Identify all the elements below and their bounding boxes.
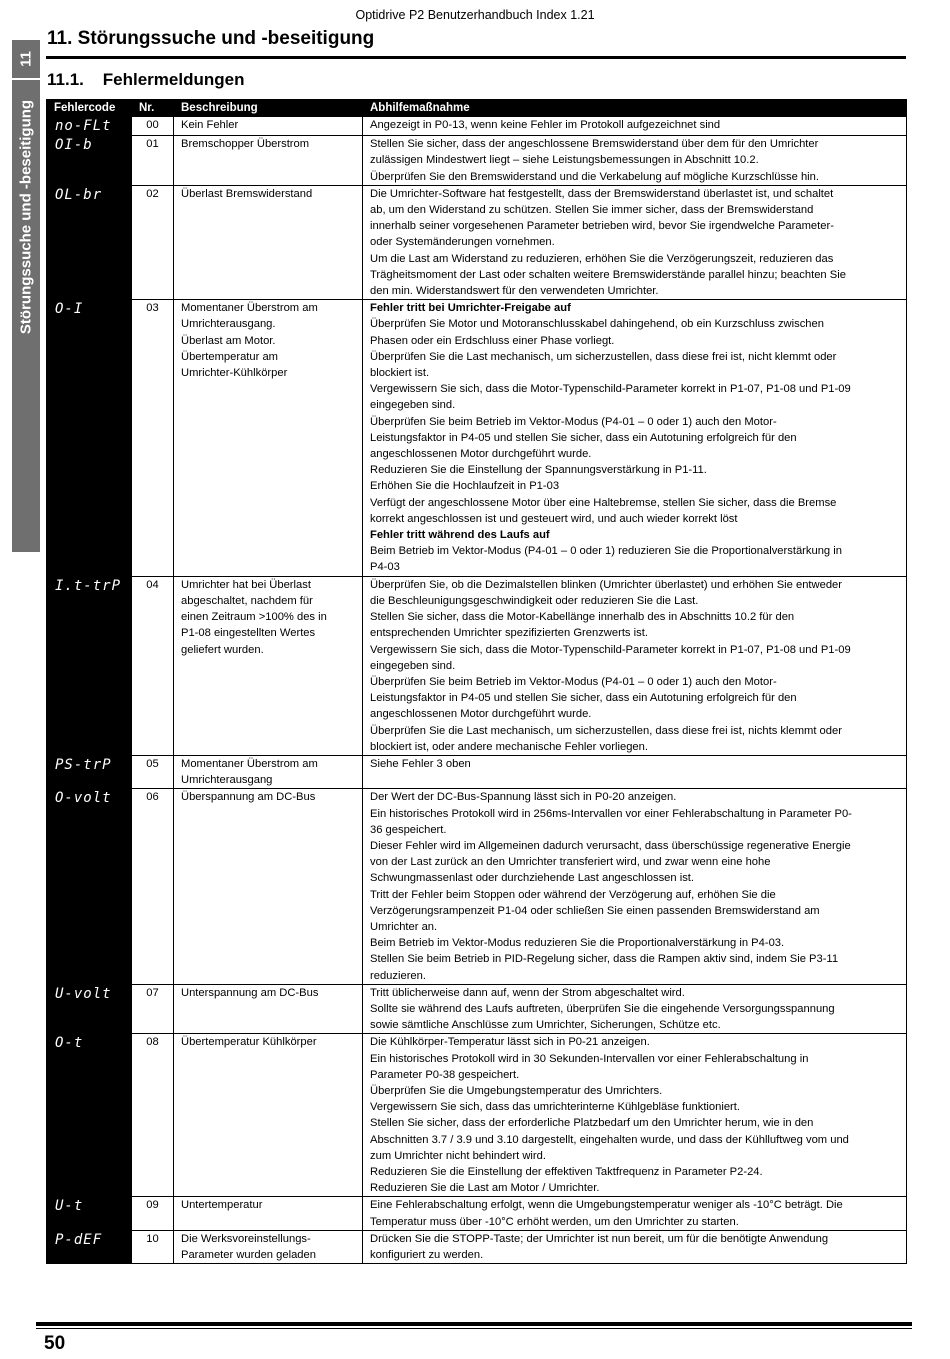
header-abhilfe: Abhilfemaßnahme xyxy=(363,100,907,117)
fault-remedy xyxy=(363,755,907,788)
fault-description xyxy=(174,1230,363,1263)
fault-code: O-I xyxy=(47,300,132,576)
remedy-line: Überprüfen Sie die Last mechanisch, um sicherzustellen, dass diese frei ist, nichts klemmt oder xyxy=(370,724,842,737)
table-row xyxy=(47,1230,907,1263)
remedy-line: den min. Widerstandswert für den verwendeten Umrichter. xyxy=(370,285,659,298)
remedy-line: Erhöhen Sie die Hochlaufzeit in P1-03 xyxy=(370,480,560,493)
remedy-line: Vergewissern Sie sich, dass das umrichterinterne Kühlgebläse funktioniert. xyxy=(370,1101,741,1114)
description-line: Umrichter-Kühlkörper xyxy=(181,367,288,380)
fault-description xyxy=(174,576,363,755)
remedy-line: entsprechenden Umrichter spezifizierten Grenzwerts ist. xyxy=(370,627,648,640)
fault-table xyxy=(46,99,907,1264)
fault-code: OL-br xyxy=(47,185,132,299)
fault-remedy xyxy=(363,576,907,755)
remedy-line: ab, um den Widerstand zu schützen. Stellen Sie immer sicher, dass der Bremswiderstand xyxy=(370,204,814,217)
remedy-line: 36 gespeichert. xyxy=(370,823,447,836)
fault-number: 03 xyxy=(132,300,174,576)
description-line: Überlast am Motor. xyxy=(181,334,276,347)
remedy-line: Stellen Sie beim Betrieb in PID-Regelung sicher, dass die Rampen aktiv sind, indem Sie P3-11 xyxy=(370,953,839,966)
remedy-line: Phasen oder ein Erdschluss einer Phase vorliegt. xyxy=(370,334,615,347)
fault-code: O-t xyxy=(47,1034,132,1197)
table-row xyxy=(47,755,907,788)
description-line: Überlast Bremswiderstand xyxy=(181,187,313,200)
remedy-line: Vergewissern Sie sich, dass die Motor-Typenschild-Parameter korrekt in P1-07, P1-08 und P1-09 xyxy=(370,383,851,396)
remedy-line: Dieser Fehler wird im Allgemeinen dadurch verursacht, dass überschüssige regenerative Energie xyxy=(370,839,851,852)
remedy-line: korrekt angeschlossen ist und gesteuert wird, und auch wieder korrekt löst xyxy=(370,512,738,525)
header-beschreibung: Beschreibung xyxy=(174,100,363,117)
description-line: Parameter wurden geladen xyxy=(181,1249,316,1262)
fault-description xyxy=(174,789,363,984)
description-line: abgeschaltet, nachdem für xyxy=(181,594,313,607)
fault-code: no-FLt xyxy=(47,117,132,136)
description-line: Umrichterausgang. xyxy=(181,318,276,331)
remedy-line: Überprüfen Sie beim Betrieb im Vektor-Modus (P4-01 – 0 oder 1) auch den Motor- xyxy=(370,415,777,428)
remedy-line: Angezeigt in P0-13, wenn keine Fehler im Protokoll aufgezeichnet sind xyxy=(370,119,721,132)
remedy-line: Stellen Sie sicher, dass der erforderliche Platzbedarf um den Umrichter herum, wie in den xyxy=(370,1117,814,1130)
side-tab-text: Störungssuche und -beseitigung xyxy=(17,99,35,335)
page-number: 50 xyxy=(44,1333,66,1354)
description-line: Kein Fehler xyxy=(181,119,239,132)
fault-code: O-volt xyxy=(47,789,132,984)
table-row xyxy=(47,1034,907,1197)
fault-remedy xyxy=(363,1034,907,1197)
remedy-line: Um die Last am Widerstand zu reduzieren, erhöhen Sie die Verzögerungszeit, reduzieren das xyxy=(370,252,834,265)
fault-remedy xyxy=(363,984,907,1034)
fault-remedy xyxy=(363,1197,907,1230)
remedy-line: blockiert ist, oder andere mechanische Fehler vorliegen. xyxy=(370,740,648,753)
description-line: Momentaner Überstrom am xyxy=(181,757,318,770)
table-header-row xyxy=(47,100,907,117)
chapter-title: 11. Störungssuche und -beseitigung xyxy=(47,28,375,49)
remedy-heading: Fehler tritt bei Umrichter-Freigabe auf xyxy=(370,302,571,315)
description-line: Untertemperatur xyxy=(181,1199,263,1212)
description-line: Übertemperatur Kühlkörper xyxy=(181,1036,317,1049)
fault-number: 00 xyxy=(132,117,174,136)
remedy-line: Überprüfen Sie beim Betrieb im Vektor-Modus (P4-01 – 0 oder 1) auch den Motor- xyxy=(370,675,777,688)
remedy-line: Die Kühlkörper-Temperatur lässt sich in P0-21 anzeigen. xyxy=(370,1036,650,1049)
remedy-line: Reduzieren Sie die Last am Motor / Umrichter. xyxy=(370,1182,600,1195)
table-row xyxy=(47,576,907,755)
remedy-line: Siehe Fehler 3 oben xyxy=(370,757,471,770)
fault-remedy xyxy=(363,117,907,136)
remedy-heading: Fehler tritt während des Laufs auf xyxy=(370,529,550,542)
fault-remedy xyxy=(363,300,907,576)
fault-number: 09 xyxy=(132,1197,174,1230)
remedy-line: Überprüfen Sie die Last mechanisch, um sicherzustellen, dass diese frei ist, nicht klemmt oder xyxy=(370,350,837,363)
fault-description xyxy=(174,755,363,788)
fault-code: I.t-trP xyxy=(47,576,132,755)
fault-description xyxy=(174,117,363,136)
remedy-line: reduzieren. xyxy=(370,969,426,982)
description-line: Überspannung am DC-Bus xyxy=(181,791,316,804)
remedy-line: eingegeben sind. xyxy=(370,399,456,412)
description-line: Die Werksvoreinstellungs- xyxy=(181,1232,311,1245)
fault-description xyxy=(174,300,363,576)
description-line: Momentaner Überstrom am xyxy=(181,302,318,315)
remedy-line: P4-03 xyxy=(370,561,400,574)
remedy-line: Ein historisches Protokoll wird in 256ms-Intervallen vor einer Fehlerabschaltung in Parameter P0- xyxy=(370,807,852,820)
remedy-line: innerhalb seiner vorgesehenen Parameter betrieben wird, bevor Sie irgendwelche Parameter- xyxy=(370,220,834,233)
fault-remedy xyxy=(363,185,907,299)
remedy-line: Parameter P0-38 gespeichert. xyxy=(370,1068,520,1081)
remedy-line: Beim Betrieb im Vektor-Modus reduzieren Sie die Proportionalverstärkung in P4-03. xyxy=(370,937,785,950)
fault-description xyxy=(174,1197,363,1230)
fault-description xyxy=(174,984,363,1034)
fault-remedy xyxy=(363,136,907,186)
fault-remedy xyxy=(363,1230,907,1263)
remedy-line: Leistungsfaktor in P4-05 und stellen Sie sicher, dass ein Autotuning erfolgreich für den xyxy=(370,431,797,444)
fault-code: P-dEF xyxy=(47,1230,132,1263)
remedy-line: Sollte sie während des Laufs auftreten, überprüfen Sie die eingehende Versorgungsspannung xyxy=(370,1002,835,1015)
table-row xyxy=(47,300,907,576)
section-title: 11.1. Fehlermeldungen xyxy=(47,70,245,89)
remedy-line: Stellen Sie sicher, dass die Motor-Kabellänge innerhalb des in Abschnitts 10.2 für den xyxy=(370,611,795,624)
description-line: Umrichter hat bei Überlast xyxy=(181,578,311,591)
description-line: Übertemperatur am xyxy=(181,350,278,363)
remedy-line: die Beschleunigungsgeschwindigkeit oder reduzieren Sie die Last. xyxy=(370,594,699,607)
remedy-line: Überprüfen Sie den Bremswiderstand und die Verkabelung auf mögliche Kurzschlüsse hin. xyxy=(370,170,820,183)
remedy-line: Die Umrichter-Software hat festgestellt, dass der Bremswiderstand überlastet ist, und schaltet xyxy=(370,187,834,200)
fault-number: 04 xyxy=(132,576,174,755)
remedy-line: Trägheitsmoment der Last oder schalten weitere Bremswiderstände parallel hinzu; beachten Sie xyxy=(370,268,846,281)
table-row xyxy=(47,185,907,299)
fault-number: 01 xyxy=(132,136,174,186)
remedy-line: Beim Betrieb im Vektor-Modus (P4-01 – 0 oder 1) reduzieren Sie die Proportionalverstärkung in xyxy=(370,545,842,558)
fault-description xyxy=(174,185,363,299)
remedy-line: zum Umrichter nicht behindert wird. xyxy=(370,1149,546,1162)
remedy-line: Überprüfen Sie Motor und Motoranschlusskabel dahingehend, ob ein Kurzschluss zwischen xyxy=(370,318,824,331)
remedy-line: Abschnitten 3.7 / 3.9 und 3.10 dargestellt, eingehalten wurde, und dass der Kühlluftweg vom und xyxy=(370,1133,849,1146)
table-row xyxy=(47,984,907,1034)
fault-description xyxy=(174,136,363,186)
remedy-line: Umrichter an. xyxy=(370,920,438,933)
table-row xyxy=(47,136,907,186)
fault-remedy xyxy=(363,789,907,984)
fault-number: 07 xyxy=(132,984,174,1034)
remedy-line: Eine Fehlerabschaltung erfolgt, wenn die Umgebungstemperatur weniger als -10°C beträgt. Die xyxy=(370,1199,843,1212)
remedy-line: von der Last zurück an den Umrichter transferiert wird, und zwar wenn eine hohe xyxy=(370,856,771,869)
remedy-line: eingegeben sind. xyxy=(370,659,456,672)
description-line: Bremschopper Überstrom xyxy=(181,138,310,151)
remedy-line: Vergewissern Sie sich, dass die Motor-Typenschild-Parameter korrekt in P1-07, P1-08 und P1-09 xyxy=(370,643,851,656)
remedy-line: Reduzieren Sie die Einstellung der Spannungsverstärkung in P1-11. xyxy=(370,464,707,477)
description-line: geliefert wurden. xyxy=(181,643,264,656)
description-line: Umrichterausgang xyxy=(181,774,273,787)
fault-number: 08 xyxy=(132,1034,174,1197)
side-tab-number: 11 xyxy=(12,40,40,80)
remedy-line: Verzögerungsrampenzeit P1-04 oder schließen Sie einen passenden Bremswiderstand am xyxy=(370,904,820,917)
remedy-line: angeschlossenen Motor durchgeführt wurde. xyxy=(370,708,592,721)
fault-number: 06 xyxy=(132,789,174,984)
fault-number: 02 xyxy=(132,185,174,299)
footer-rule xyxy=(36,1322,912,1326)
remedy-line: Überprüfen Sie, ob die Dezimalstellen blinken (Umrichter überlastet) und erhöhen Sie entweder xyxy=(370,578,842,591)
remedy-line: Reduzieren Sie die Einstellung der effektiven Taktfrequenz in Parameter P2-24. xyxy=(370,1166,763,1178)
remedy-line: Ein historisches Protokoll wird in 30 Sekunden-Intervallen vor einer Fehlerabschaltung in xyxy=(370,1052,809,1065)
description-line: P1-08 eingestellten Wertes xyxy=(181,627,316,640)
remedy-line: angeschlossenen Motor durchgeführt wurde. xyxy=(370,448,592,461)
remedy-line: Der Wert der DC-Bus-Spannung lässt sich in P0-20 anzeigen. xyxy=(370,791,677,804)
header-nr: Nr. xyxy=(132,100,174,117)
remedy-line: Temperatur muss über -10°C erhöht werden, um den Umrichter zu starten. xyxy=(370,1215,739,1228)
fault-number: 05 xyxy=(132,755,174,788)
remedy-line: oder Systemänderungen vornehmen. xyxy=(370,236,555,249)
remedy-line: Tritt der Fehler beim Stoppen oder während der Verzögerung auf, erhöhen Sie die xyxy=(370,888,776,901)
document-header: Optidrive P2 Benutzerhandbuch Index 1.21 xyxy=(355,8,595,22)
fault-code: U-t xyxy=(47,1197,132,1230)
fault-number: 10 xyxy=(132,1230,174,1263)
remedy-line: Drücken Sie die STOPP-Taste; der Umrichter ist nun bereit, um für die benötigte Anwendung xyxy=(370,1232,829,1245)
remedy-line: Stellen Sie sicher, dass der angeschlossene Bremswiderstand über dem für den Umrichter xyxy=(370,138,819,151)
description-line: Unterspannung am DC-Bus xyxy=(181,986,319,999)
remedy-line: sowie sämtliche Anschlüsse zum Umrichter, Sicherungen, Schütze etc. xyxy=(370,1019,721,1032)
remedy-line: blockiert ist. xyxy=(370,367,430,380)
remedy-line: Leistungsfaktor in P4-05 und stellen Sie sicher, dass ein Autotuning erfolgreich für den xyxy=(370,692,797,705)
remedy-line: Verfügt der angeschlossene Motor über eine Haltebremse, stellen Sie sicher, dass die Bremse xyxy=(370,496,837,509)
fault-code: PS-trP xyxy=(47,755,132,788)
remedy-line: Überprüfen Sie die Umgebungstemperatur des Umrichters. xyxy=(370,1084,663,1097)
description-line: einen Zeitraum >100% des in xyxy=(181,611,327,624)
fault-code: U-volt xyxy=(47,984,132,1034)
table-row xyxy=(47,1197,907,1230)
remedy-line: zulässigen Mindestwert liegt – siehe Leistungsbemessungen in Abschnitt 10.2. xyxy=(370,154,759,167)
chapter-rule xyxy=(46,56,906,59)
header-fehlercode: Fehlercode xyxy=(47,100,132,117)
table-row xyxy=(47,117,907,136)
fault-code: OI-b xyxy=(47,136,132,186)
remedy-line: Schwungmassenlast oder durchziehende Last angeschlossen ist. xyxy=(370,872,695,885)
table-row xyxy=(47,789,907,984)
remedy-line: Tritt üblicherweise dann auf, wenn der Strom abgeschaltet wird. xyxy=(370,986,685,999)
footer-rule-thin xyxy=(36,1328,912,1329)
fault-description xyxy=(174,1034,363,1197)
remedy-line: konfiguriert zu werden. xyxy=(370,1249,484,1262)
